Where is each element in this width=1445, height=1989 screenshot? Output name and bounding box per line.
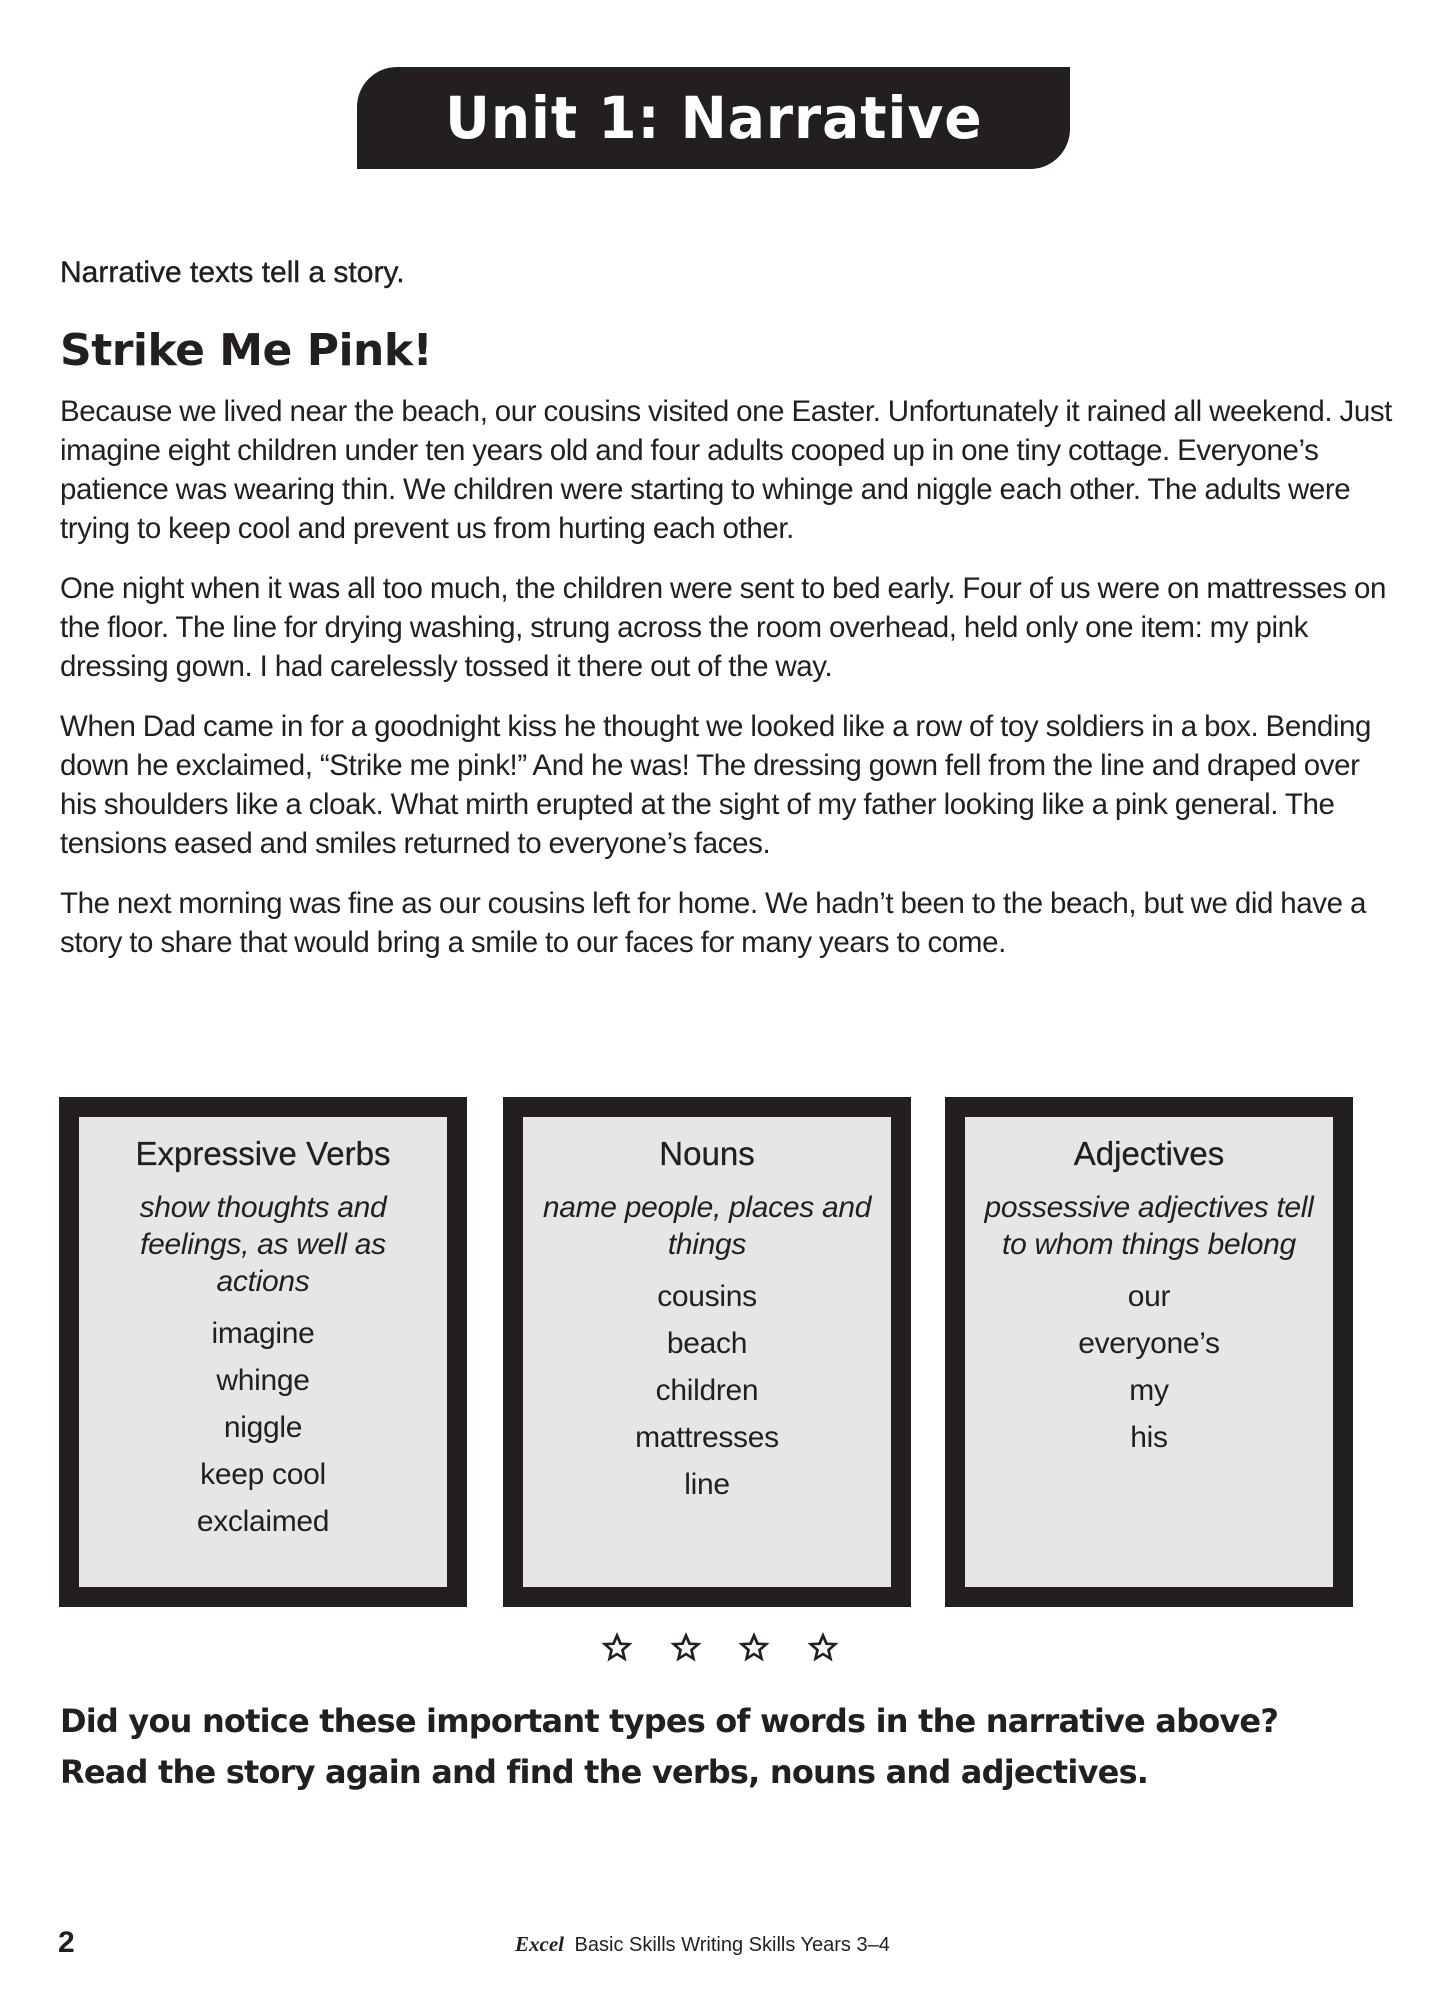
word-item: beach — [666, 1327, 748, 1360]
triangle-border-bottom — [523, 1587, 891, 1603]
word-box-panel — [965, 1117, 1333, 1587]
star-divider — [600, 1630, 840, 1664]
story-paragraph: Because we lived near the beach, our cousins visited one Easter. Unfortunately it rained all weekend. Just imagine eight children under ten years old and four adults cooped up in one tiny cottage. Everyone’s patience was wearing thin. We children were starting to whinge and niggle each other. The adults were trying to keep cool and prevent us from hurting each other. — [60, 395, 1392, 545]
word-item: everyone’s — [1078, 1327, 1220, 1360]
word-item: keep cool — [200, 1458, 326, 1491]
footer-credit — [515, 1932, 890, 1957]
word-box-description: show thoughts and feelings, as well as actions — [139, 1191, 387, 1298]
book-title: Basic Skills Writing Skills Years 3–4 — [574, 1934, 890, 1956]
word-box-heading: Nouns — [659, 1135, 755, 1172]
story-paragraph: The next morning was fine as our cousins left for home. We hadn’t been to the beach, but we did have a story to share that would bring a smile to our faces for many years to come. — [60, 887, 1366, 959]
word-list — [79, 1310, 447, 1545]
word-item: imagine — [211, 1317, 315, 1350]
star-icon — [737, 1630, 771, 1664]
page-number: 2 — [58, 1926, 75, 1959]
word-box-adjectives — [945, 1097, 1353, 1607]
story-paragraph: One night when it was all too much, the children were sent to bed early. Four of us were on mattresses on the floor. The line for drying washing, strung across the room overhead, held only one item: my pink dressing gown. I had carelessly tossed it there out of the way. — [60, 572, 1386, 683]
word-list — [523, 1273, 891, 1508]
word-box-panel — [523, 1117, 891, 1587]
story-title: Strike Me Pink! — [60, 325, 433, 376]
story-body — [60, 392, 1395, 983]
word-box-heading: Expressive Verbs — [135, 1135, 391, 1172]
word-box-panel — [79, 1117, 447, 1587]
word-box-nouns — [503, 1097, 911, 1607]
word-item: niggle — [223, 1411, 303, 1444]
intro-text: Narrative texts tell a story. — [60, 256, 405, 289]
triangle-border-top — [965, 1101, 1333, 1117]
word-item: exclaimed — [196, 1505, 330, 1538]
word-item: his — [1130, 1421, 1168, 1454]
word-item: our — [1127, 1280, 1171, 1313]
word-item: whinge — [216, 1364, 310, 1397]
triangle-border-top — [79, 1101, 447, 1117]
triangle-border-left — [507, 1117, 523, 1587]
word-list — [965, 1273, 1333, 1461]
triangle-border-top — [523, 1101, 891, 1117]
triangle-border-right — [1333, 1117, 1349, 1587]
star-icon — [806, 1630, 840, 1664]
word-item: line — [684, 1468, 730, 1501]
story-paragraph: When Dad came in for a goodnight kiss he thought we looked like a row of toy soldiers in a box. Bending down he exclaimed, “Strike me pink!” And he was! The dressing gown fell from the line and draped over his shoulders like a cloak. What mirth erupted at the sight of my father looking like a pink general. The tensions eased and smiles returned to everyone’s faces. — [60, 710, 1372, 860]
triangle-border-right — [891, 1117, 907, 1587]
question-line: Read the story again and find the verbs, nouns and adjectives. — [60, 1753, 1149, 1791]
word-box-description: possessive adjectives tell to whom things belong — [984, 1191, 1314, 1261]
question-line: Did you notice these important types of words in the narrative above? — [60, 1702, 1279, 1740]
brand-name: Excel — [515, 1932, 564, 1956]
word-item: children — [655, 1374, 759, 1407]
word-box-verbs — [59, 1097, 467, 1607]
unit-banner — [357, 67, 1070, 169]
word-box-description: name people, places and things — [542, 1191, 872, 1261]
review-questions — [60, 1696, 1400, 1798]
word-box-heading: Adjectives — [1073, 1135, 1225, 1172]
word-item: my — [1129, 1374, 1169, 1407]
word-type-boxes — [59, 1097, 1365, 1607]
star-icon — [600, 1630, 634, 1664]
triangle-border-bottom — [79, 1587, 447, 1603]
triangle-border-bottom — [965, 1587, 1333, 1603]
triangle-border-left — [63, 1117, 79, 1587]
star-icon — [669, 1630, 703, 1664]
word-item: mattresses — [635, 1421, 779, 1454]
unit-title: Unit 1: Narrative — [444, 84, 983, 152]
word-item: cousins — [657, 1280, 757, 1313]
triangle-border-left — [949, 1117, 965, 1587]
triangle-border-right — [447, 1117, 463, 1587]
